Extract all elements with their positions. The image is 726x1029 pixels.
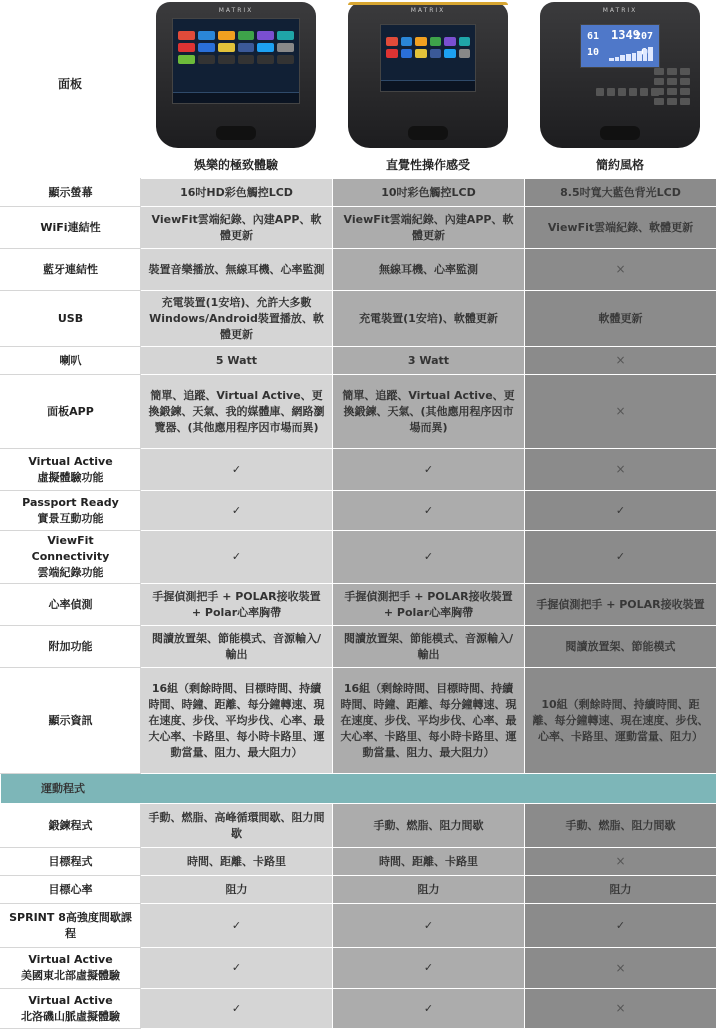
spec-comparison-table: [0, 178, 717, 1029]
cell-product-3: [525, 626, 717, 668]
console-buttons: [596, 88, 659, 96]
row-label: Passport Ready 實景互動功能: [1, 491, 141, 531]
cell-product-3: [525, 989, 717, 1029]
numeric-keypad: [654, 68, 690, 105]
lcd-profile-bars: [609, 47, 653, 61]
cell-product-1: [141, 804, 333, 848]
check-icon: ✓: [231, 462, 242, 476]
cell-text: 手動、燃脂、阻力間歇: [565, 818, 676, 832]
table-row: [1, 291, 717, 347]
row-label: Virtual Active 北洛磯山脈虛擬體驗: [1, 989, 141, 1029]
cell-text: 8.5吋寬大藍色背光LCD: [560, 185, 681, 199]
check-icon: ✓: [231, 550, 242, 563]
cell-text: 5 Watt: [215, 353, 258, 367]
row-label: 面板APP: [1, 375, 141, 449]
row-label: 目標程式: [1, 848, 141, 876]
cell-text: 手動、燃脂、高峰循環間歇、阻力間歇: [148, 810, 325, 840]
touchscreen-display: [380, 24, 476, 92]
cell-text: 16組（剩餘時間、目標時間、持續時間、時鐘、距離、每分鐘轉速、現在速度、步伐、平均步伐、心率、最大心率、卡路里、每小時卡路里、運動當量、阻力、最大阻力）: [148, 681, 325, 759]
row-label: 鍛鍊程式: [1, 804, 141, 848]
cell-product-1: [141, 584, 333, 626]
cell-text: 簡單、追蹤、Virtual Active、更換鍛鍊、天氣、(其他應用程序因市場而異): [342, 388, 515, 434]
cell-text: 16吋HD彩色觸控LCD: [180, 185, 293, 199]
table-row: [1, 948, 717, 989]
check-icon: ✓: [423, 918, 434, 932]
cell-product-3: [525, 531, 717, 584]
cell-text: 軟體更新: [598, 311, 643, 325]
check-icon: ✓: [615, 550, 626, 563]
cell-product-2: [333, 948, 525, 989]
cell-text: 時間、距離、卡路里: [379, 854, 478, 868]
cross-icon: ×: [615, 353, 626, 367]
cell-text: 閱讀放置架、節能模式、音源輸入/輸出: [343, 631, 514, 661]
cell-text: 手握偵測把手 + POLAR接收裝置 + Polar心率胸帶: [152, 589, 321, 619]
console-image-lcd: [540, 2, 700, 148]
cell-text: 閱讀放置架、節能模式、音源輸入/輸出: [151, 631, 322, 661]
product-column-1: [140, 0, 332, 178]
check-icon: ✓: [423, 550, 434, 563]
cross-icon: ×: [615, 1001, 626, 1015]
panel-label: 面板: [57, 76, 82, 91]
brand-logo: MATRIX: [410, 7, 446, 14]
cell-product-2: [333, 179, 525, 207]
cell-product-1: [141, 848, 333, 876]
table-row: [1, 347, 717, 375]
product-header: [0, 0, 726, 178]
cell-product-2: [333, 876, 525, 904]
lcd-display: 61 1349 207 10: [580, 24, 660, 68]
cell-text: 阻力: [609, 882, 632, 896]
cell-product-2: [333, 207, 525, 249]
cell-product-2: [333, 347, 525, 375]
cell-text: 3 Watt: [407, 353, 450, 367]
cell-text: 阻力: [417, 882, 440, 896]
table-row: [1, 904, 717, 948]
table-row: [1, 584, 717, 626]
cell-product-1: [141, 626, 333, 668]
cell-product-2: [333, 848, 525, 876]
cell-product-2: [333, 584, 525, 626]
cell-product-1: [141, 249, 333, 291]
check-icon: ✓: [423, 961, 434, 974]
cell-product-2: [333, 375, 525, 449]
cross-icon: ×: [615, 404, 626, 418]
table-row: [1, 449, 717, 491]
check-icon: ✓: [231, 918, 242, 932]
cell-product-1: [141, 948, 333, 989]
check-icon: ✓: [423, 1001, 434, 1015]
cell-text: 手動、燃脂、阻力間歇: [373, 818, 484, 832]
table-row: [1, 375, 717, 449]
cell-product-1: [141, 531, 333, 584]
cell-product-1: [141, 179, 333, 207]
cell-product-1: [141, 491, 333, 531]
cell-product-3: [525, 291, 717, 347]
cell-text: 簡單、追蹤、Virtual Active、更換鍛鍊、天氣、我的媒體庫、網路瀏覽器、(其他應用程序因市場而異): [148, 388, 325, 434]
row-label: SPRINT 8高強度間歇課程: [1, 904, 141, 948]
cell-product-1: [141, 449, 333, 491]
row-label: 目標心率: [1, 876, 141, 904]
row-label: 心率偵測: [1, 584, 141, 626]
cell-text: 時間、距離、卡路里: [187, 854, 286, 868]
cell-product-3: [525, 179, 717, 207]
cell-product-2: [333, 668, 525, 774]
table-row: [1, 626, 717, 668]
check-icon: ✓: [423, 462, 434, 476]
cell-text: 手握偵測把手 + POLAR接收裝置 + Polar心率胸帶: [344, 589, 513, 619]
check-icon: ✓: [615, 503, 626, 517]
product-column-2: [332, 0, 524, 178]
cell-product-1: [141, 876, 333, 904]
cell-product-3: [525, 948, 717, 989]
product-caption-1: 娛樂的極致體驗: [193, 158, 278, 172]
cell-text: 10吋彩色觸控LCD: [381, 185, 476, 199]
cell-product-1: [141, 989, 333, 1029]
check-icon: ✓: [231, 1001, 242, 1015]
cell-text: ViewFit雲端紀錄、內建APP、軟體更新: [343, 212, 514, 242]
cell-product-3: [525, 491, 717, 531]
cross-icon: ×: [615, 262, 626, 276]
cell-product-1: [141, 904, 333, 948]
cell-product-3: [525, 584, 717, 626]
cell-product-2: [333, 449, 525, 491]
check-icon: ✓: [423, 503, 434, 517]
table-row: [1, 531, 717, 584]
cell-product-1: [141, 375, 333, 449]
cell-text: 閱讀放置架、節能模式: [565, 639, 676, 653]
cell-text: 16組（剩餘時間、目標時間、持續時間、時鐘、距離、每分鐘轉速、現在速度、步伐、平均步伐、心率、最大心率、卡路里、每小時卡路里、運動當量、阻力、最大阻力）: [340, 681, 517, 759]
cell-product-2: [333, 904, 525, 948]
row-label: USB: [1, 291, 141, 347]
console-image-10in: [348, 2, 508, 148]
section-title: 運動程式: [1, 774, 717, 804]
table-row: [1, 249, 717, 291]
cell-product-3: [525, 347, 717, 375]
table-row: [1, 207, 717, 249]
row-label: 顯示資訊: [1, 668, 141, 774]
row-label: WiFi連結性: [1, 207, 141, 249]
table-row: [1, 876, 717, 904]
table-row: [1, 804, 717, 848]
brand-logo: MATRIX: [602, 7, 638, 14]
row-label: 喇叭: [1, 347, 141, 375]
table-row: [1, 989, 717, 1029]
cross-icon: ×: [615, 462, 626, 476]
cell-product-3: [525, 449, 717, 491]
cross-icon: ×: [615, 960, 626, 975]
cell-text: 充電裝置(1安培)、軟體更新: [359, 311, 498, 325]
cell-text: ViewFit雲端紀錄、軟體更新: [547, 220, 694, 234]
cell-product-2: [333, 531, 525, 584]
check-icon: ✓: [231, 961, 242, 974]
product-caption-2: 直覺性操作感受: [385, 158, 470, 172]
cell-product-3: [525, 876, 717, 904]
row-label: 藍牙連結性: [1, 249, 141, 291]
cross-icon: ×: [615, 854, 626, 868]
cell-product-3: [525, 375, 717, 449]
cell-product-3: [525, 668, 717, 774]
cell-text: 裝置音樂播放、無線耳機、心率監測: [148, 262, 325, 276]
cell-product-3: [525, 207, 717, 249]
console-image-16in: [156, 2, 316, 148]
row-label: Virtual Active 虛擬體驗功能: [1, 449, 141, 491]
cell-text: ViewFit雲端紀錄、內建APP、軟體更新: [151, 212, 322, 242]
check-icon: ✓: [615, 918, 626, 932]
cell-product-1: [141, 207, 333, 249]
cell-text: 10組（剩餘時間、持續時間、距離、每分鐘轉速、現在速度、步伐、心率、卡路里、運動當量、阻力）: [532, 697, 709, 743]
table-row: [1, 848, 717, 876]
row-label: 附加功能: [1, 626, 141, 668]
row-label: Virtual Active 美國東北部虛擬體驗: [1, 948, 141, 989]
cell-product-1: [141, 291, 333, 347]
cell-product-2: [333, 249, 525, 291]
touchscreen-display: [172, 18, 300, 104]
cell-product-1: [141, 668, 333, 774]
product-caption-3: 簡約風格: [595, 158, 644, 172]
cell-text: 無線耳機、心率監測: [379, 262, 478, 276]
table-row: [1, 491, 717, 531]
cell-product-2: [333, 291, 525, 347]
section-header-row: [1, 774, 717, 804]
product-column-3: [524, 0, 716, 178]
cell-text: 充電裝置(1安培)、允許大多數Windows/Android裝置播放、軟體更新: [149, 295, 324, 341]
cell-text: 手握偵測把手 + POLAR接收裝置: [536, 597, 705, 611]
cell-product-2: [333, 491, 525, 531]
check-icon: ✓: [231, 503, 242, 517]
cell-product-1: [141, 347, 333, 375]
cell-product-2: [333, 804, 525, 848]
row-label: 顯示螢幕: [1, 179, 141, 207]
cell-product-3: [525, 904, 717, 948]
brand-logo: MATRIX: [218, 7, 254, 14]
cell-product-3: [525, 249, 717, 291]
cell-product-2: [333, 626, 525, 668]
cell-product-3: [525, 848, 717, 876]
cell-product-2: [333, 989, 525, 1029]
cell-product-3: [525, 804, 717, 848]
cell-text: 阻力: [225, 882, 248, 896]
table-row: [1, 668, 717, 774]
row-label: ViewFit Connectivity 雲端紀錄功能: [1, 531, 141, 584]
table-row: [1, 179, 717, 207]
